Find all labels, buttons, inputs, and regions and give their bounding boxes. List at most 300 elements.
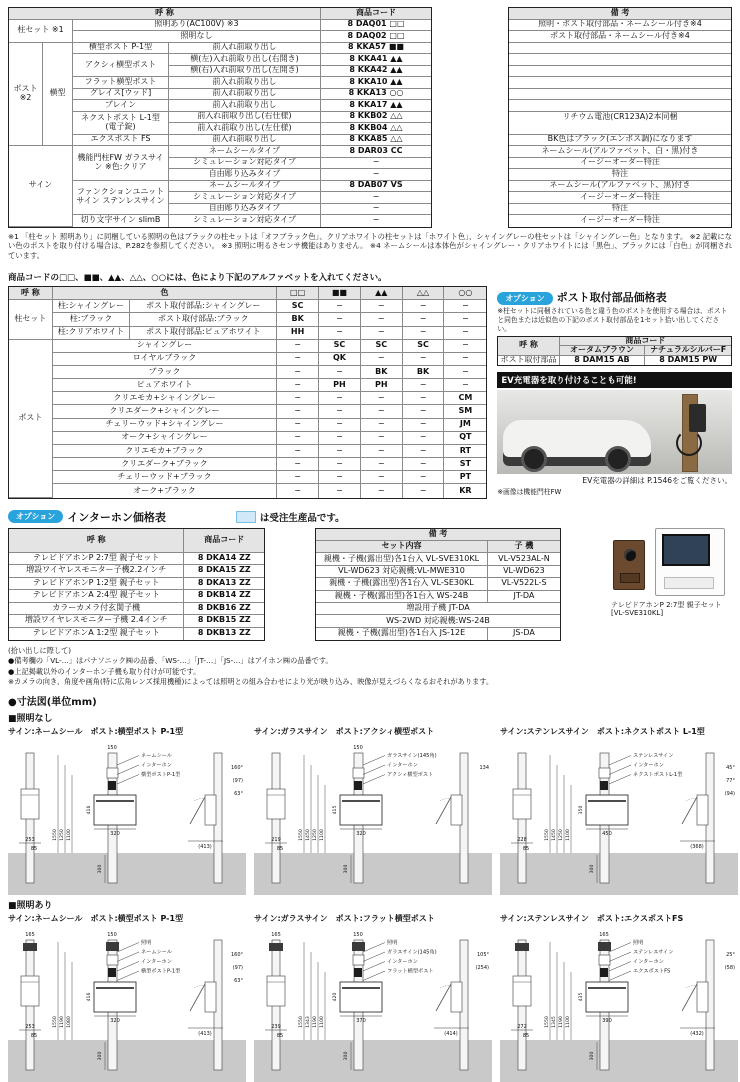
cell: BK [403, 366, 445, 379]
ev-caption: EV充電器の詳細は P.1546をご覧ください。 [582, 476, 732, 486]
no-light-label: ■照明なし [8, 713, 53, 724]
cell: − [403, 445, 445, 458]
cell: − [403, 419, 445, 432]
cell: − [361, 392, 403, 405]
cell: SM [444, 405, 486, 418]
footnote-line: (拾い出しに際して) [8, 646, 72, 656]
cell: − [444, 300, 486, 313]
cell: ネームシール(アルファベット、白・黒)付き [509, 146, 731, 158]
cell: − [361, 471, 403, 484]
cell [509, 89, 731, 101]
cell: − [403, 313, 445, 326]
cell: 増設ワイヤレスモニター子機2.2インチ [9, 565, 184, 577]
dim-label: インターホン [387, 762, 418, 769]
color-code-note: 商品コードの□□、■■、▲▲、△△、○○には、色により下記のアルファベットを入れてください。 [8, 273, 387, 284]
intercom-caption: テレビドアホンP 2:7型 親子セット[VL-SVE310KL] [610, 600, 722, 618]
cell: PT [444, 471, 486, 484]
dim-label: (414) [444, 1030, 458, 1037]
dim-label: 300 [98, 864, 103, 874]
cell: シミュレーション対応タイプ [169, 192, 321, 204]
dim-label: ステンレスサイン [633, 752, 674, 759]
dim-label: (413) [198, 1030, 212, 1037]
dim-label: 420 [333, 992, 338, 1002]
cell: − [319, 327, 361, 340]
cell: 8 KKB04 △△ [321, 123, 431, 135]
cell: RT [444, 445, 486, 458]
dimension-figure [500, 911, 738, 1082]
cell: SC [361, 340, 403, 353]
dim-label: 390 [602, 1017, 612, 1024]
cell: ポスト取付部品:ピュアホワイト [130, 327, 277, 340]
dim-label: 横型ポストP-1型 [141, 968, 181, 975]
cell: ネームシールタイプ [169, 181, 321, 193]
dim-label: 239 [271, 1023, 281, 1030]
figure-title: サイン:ネームシール ポスト:横型ポスト P-1型 [8, 913, 184, 923]
dim-label: 320 [356, 830, 366, 837]
cell: − [403, 484, 445, 497]
cell: 8 DKB15 ZZ [184, 615, 264, 627]
cell: 前入れ前取り出し [169, 77, 321, 89]
cell: BK [277, 313, 319, 326]
dim-label: ネームシール [141, 949, 173, 956]
cell: − [444, 379, 486, 392]
cell: 親機・子機(露出型)各1台入 VL-SVE310KL [316, 553, 488, 565]
cell: ロイヤルブラック [53, 353, 277, 366]
cell: − [403, 327, 445, 340]
cell: PH [319, 379, 361, 392]
cell: VL-WD623 [488, 566, 560, 578]
figure-title: サイン:ステンレスサイン ポスト:ネクストポスト L-1型 [500, 726, 705, 736]
cell: 増設用子機 JT-DA [316, 603, 560, 615]
cell: ポスト取付部品 [498, 356, 559, 365]
cell: ピュアホワイト [53, 379, 277, 392]
main-footnotes: ※1 「柱セット 照明あり」に同梱している照明の色はブラックの柱セットは「オフブラック色」、クリアホワイトの柱セットは「ホワイト色」、シャイングレーの柱セットは「シャイングレー色」となります。 ※2 記載にない色のポストを取り付ける場合は、P.282を参照してください。 ※3 照明に明るさセンサ機能はありません。 ※4 ネームシールは本体色がシャイングレー・クリアホワイトには「黒色」、ブラックには「白色」が同梱されています。 [8, 231, 732, 261]
cell: − [319, 405, 361, 418]
dim-label: (97) [232, 964, 243, 971]
cell: − [361, 300, 403, 313]
cell: JT-DA [488, 591, 560, 603]
monitor-screen [662, 534, 710, 566]
dim-label: (254) [475, 964, 489, 971]
cell: 8 DKA14 ZZ [184, 553, 264, 565]
cell: クリエモカ+シャイングレー [53, 392, 277, 405]
header-cell: 商品コード [184, 529, 264, 553]
cell: − [444, 366, 486, 379]
footnote-line: ●上記掲載以外のインターホン子機も取り付けが可能です。 [8, 666, 201, 676]
cell: − [277, 458, 319, 471]
cell: ポスト取付部品・ネームシール付き※4 [509, 31, 731, 43]
cell: 8 DKA15 ZZ [184, 565, 264, 577]
cell: − [444, 327, 486, 340]
cell: 横(右)入れ前取り出し(左開き) [169, 66, 321, 78]
cell: − [319, 300, 361, 313]
cell: グレイス[ウッド] [73, 89, 169, 101]
dim-label: 320 [110, 830, 120, 837]
intercom-header [8, 509, 732, 525]
cell: 8 DAB07 VS [321, 181, 431, 193]
cell: − [277, 471, 319, 484]
cell: − [361, 445, 403, 458]
cell: − [403, 405, 445, 418]
cell: PH [361, 379, 403, 392]
figure-row-no-light [8, 724, 735, 895]
cell: ファンクションユニットサイン ステンレスサイン [73, 181, 169, 216]
dim-label: 1100 [565, 1016, 571, 1028]
cell: 前入れ前取り出し [169, 43, 321, 55]
dim-label: 300 [344, 864, 349, 874]
dimension-diagram [500, 924, 738, 1082]
cell: ネームシール(アルファベット、黒)付き [509, 181, 731, 193]
dim-label: ガラスサイン(145角) [387, 949, 437, 956]
header-cell: 呼 称 [498, 337, 559, 357]
cell: 親機・子機(露出型)各1台入 WS-24B [316, 591, 488, 603]
dim-label: 1250 [312, 829, 318, 841]
dim-label: ネームシール [141, 752, 173, 759]
dim-label: 160° [230, 951, 243, 958]
cell: KR [459, 485, 472, 495]
cell: − [361, 353, 403, 366]
dimension-diagram [8, 924, 246, 1082]
dim-label: 照明 [141, 939, 152, 946]
ev-banner: EV充電器を取り付けることも可能! [497, 372, 732, 388]
dim-label: 150 [353, 744, 363, 751]
dim-label: インターホン [633, 958, 664, 965]
cell: − [403, 392, 445, 405]
cell: 8 DAM15 AB [560, 356, 646, 365]
cell: 親機・子機(露出型)各1台入 JS-12E [316, 628, 488, 640]
dim-label: 1550 [52, 1016, 58, 1028]
dim-label: 1345 [551, 1016, 557, 1028]
dim-label: 370 [356, 1017, 366, 1024]
dim-label: (58) [724, 964, 735, 971]
dim-label: 1450 [305, 829, 311, 841]
dim-label: ガラスサイン(145角) [387, 752, 437, 759]
cell: − [319, 392, 361, 405]
dim-label: インターホン [633, 762, 664, 769]
cell: − [319, 471, 361, 484]
dim-label: 45° [726, 764, 735, 771]
dimension-section [8, 693, 735, 1082]
dim-label: 150 [107, 744, 117, 751]
header-cell: 商品コード [321, 8, 431, 20]
cell: 柱セット [9, 300, 53, 339]
dim-label: ステンレスサイン [633, 949, 674, 956]
footnote-line: ●備考欄の「VL-…」はパナソニック㈱の品番、「WS-…」「JT-…」「JS-…」はアイホン㈱の品番です。 [8, 656, 333, 666]
cell: − [403, 458, 445, 471]
cell: ネクストポスト L-1型 (電子錠) [73, 112, 169, 135]
intercom-title: インターホン価格表 [67, 510, 166, 524]
cell: 照明なし [73, 31, 321, 43]
dim-label: 300 [590, 1051, 595, 1061]
dim-label: 134 [479, 764, 489, 771]
dim-label: 435 [579, 992, 584, 1002]
header-cell: 呼 称 [9, 8, 321, 20]
cell: − [319, 419, 361, 432]
dim-label: 1250 [558, 829, 564, 841]
cell: BK色はブラック(エンボス調)になります [509, 135, 731, 147]
cell: − [403, 300, 445, 313]
cell: − [321, 169, 431, 181]
header-cell: 備 考 [316, 529, 560, 541]
dim-label: 1343 [305, 1016, 311, 1028]
cell: テレビドアホンP 2:7型 親子セット [9, 553, 184, 565]
cell [509, 77, 731, 89]
cell: 8 DKB13 ZZ [197, 628, 251, 638]
figure-row-with-light [8, 911, 735, 1082]
cell: − [321, 192, 431, 204]
dimension-figure [8, 911, 246, 1082]
dim-label: 450 [602, 830, 612, 837]
dimension-diagram [8, 737, 246, 895]
dim-label: (432) [690, 1030, 704, 1037]
cell: オーク+シャイングレー [53, 432, 277, 445]
speaker-grille [620, 573, 640, 583]
cell: チェリーウッド+ブラック [53, 471, 277, 484]
dimension-diagram [500, 737, 738, 895]
cell: − [321, 158, 431, 170]
option-badge: オプション [497, 292, 552, 305]
cell: 照明あり(AC100V) ※3 [73, 20, 321, 32]
dim-label: 85 [30, 1032, 38, 1039]
dim-label: 横型ポストP-1型 [141, 771, 181, 778]
dim-label: 160° [230, 764, 243, 771]
dimension-figure [8, 724, 246, 895]
cell: QT [444, 432, 486, 445]
dim-label: 416 [87, 805, 92, 815]
cell: CM [444, 392, 486, 405]
dim-label: 300 [98, 1051, 103, 1061]
ev-image-note: ※画像は機能門柱FW [497, 487, 562, 496]
figure-title: サイン:ガラスサイン ポスト:フラット横型ポスト [254, 913, 435, 923]
dim-label: 1100 [319, 829, 325, 841]
dim-label: 85 [276, 1032, 284, 1039]
cell: チェリーウッド+シャイングレー [53, 419, 277, 432]
made-to-order-text: は受注生産品です。 [259, 512, 345, 524]
dim-label: 1190 [59, 1016, 65, 1028]
cell: − [319, 432, 361, 445]
cell: − [277, 432, 319, 445]
cell: 8 KKA10 ▲▲ [321, 77, 431, 89]
cell: 8 KKA13 ○○ [321, 89, 431, 101]
intercom-photo [611, 528, 732, 598]
cell: イージーオーダー特注 [580, 215, 660, 225]
cell: SC [319, 340, 361, 353]
cell: − [319, 366, 361, 379]
cell: 8 DAM15 PW [659, 356, 718, 365]
header-cell: オータムブラウン [560, 346, 646, 356]
cell: − [277, 340, 319, 353]
attach-parts-panel [497, 286, 732, 499]
cell: HH [277, 327, 319, 340]
cell: 特注 [509, 204, 731, 216]
header-cell: 呼 称 [9, 529, 184, 553]
dim-label: アクシィ横型ポスト [387, 771, 434, 778]
cell: 8 KKB02 △△ [321, 112, 431, 124]
cell: 自由彫り込みタイプ [169, 169, 321, 181]
dimension-title: ●寸法図(単位mm) [8, 696, 97, 708]
dim-label: インターホン [141, 958, 172, 965]
cell: 8 KKA57 ■■ [321, 43, 431, 55]
ev-photo [497, 390, 732, 474]
dim-label: 150 [107, 931, 117, 938]
dim-label: ネクストポストL-1型 [633, 771, 683, 778]
cell: − [444, 340, 486, 353]
cell: SC [403, 340, 445, 353]
footnote-line: ※カメラの向き、角度や画角(特に広角レンズ採用機種)によっては照明との組み合わせにより光が映り込み、映像が見えづらくなるおそれがあります。 [8, 676, 494, 686]
cell: ポスト取付部品:シャイングレー [130, 300, 277, 313]
cell: 横型 [43, 43, 73, 147]
header-cell: ▲▲ [361, 287, 403, 300]
cell: QK [319, 353, 361, 366]
dim-label: 1450 [551, 829, 557, 841]
dim-label: 165 [599, 931, 609, 938]
cell: JM [444, 419, 486, 432]
cell: − [277, 353, 319, 366]
cell: イージーオーダー特注 [509, 192, 731, 204]
cell: ポスト [9, 340, 53, 498]
dim-label: 85 [276, 845, 284, 852]
attach-parts-table [497, 336, 732, 367]
cell: − [321, 204, 431, 216]
dim-label: 1550 [298, 829, 304, 841]
cell: 増設ワイヤレスモニター子機 2.4インチ [9, 615, 184, 627]
dim-label: 77° [726, 777, 735, 784]
cell: イージーオーダー特注 [509, 158, 731, 170]
dim-label: 照明 [387, 939, 398, 946]
cell: 前入れ前取り出し(左仕様) [169, 123, 321, 135]
attach-title: ポスト取付部品価格表 [556, 291, 667, 305]
cell: エクスポスト FS [73, 135, 169, 147]
color-code-table [8, 286, 487, 499]
intercom-remarks-table [315, 528, 561, 642]
dim-label: 165 [271, 931, 281, 938]
dim-label: 85 [522, 1032, 530, 1039]
door-station-image [613, 540, 645, 590]
cell: ポスト取付部品:ブラック [130, 313, 277, 326]
dimension-figure [254, 911, 492, 1082]
cell: 8 KKA41 ▲▲ [321, 54, 431, 66]
made-to-order-note [236, 510, 345, 524]
made-to-order-swatch [236, 511, 256, 523]
cell: リチウム電池(CR123A)2本同梱 [562, 111, 678, 121]
cell [509, 123, 731, 135]
figure-title: サイン:ガラスサイン ポスト:アクシィ横型ポスト [254, 726, 435, 736]
cell [509, 100, 731, 112]
cell [509, 54, 731, 66]
dimension-figure [254, 724, 492, 895]
cell: − [277, 419, 319, 432]
cell: 照明・ポスト取付部品・ネームシール付き※4 [509, 20, 731, 32]
figure-title: サイン:ネームシール ポスト:横型ポスト P-1型 [8, 726, 184, 736]
cell: 8 DAQ01 □□ [321, 20, 431, 32]
cell: − [319, 313, 361, 326]
header-cell: ■■ [319, 287, 361, 300]
ev-charger-image [689, 404, 706, 432]
cell: テレビドアホンA 1:2型 親子セット [9, 628, 184, 641]
cell: − [361, 484, 403, 497]
cell: − [277, 379, 319, 392]
header-cell: ナチュラルシルバーF [645, 346, 731, 356]
dim-label: 105° [476, 951, 489, 958]
cell: クリエダーク+シャイングレー [53, 405, 277, 418]
figure-title: サイン:ステンレスサイン ポスト:エクスポストFS [500, 913, 684, 923]
dimension-diagram [254, 924, 492, 1082]
cell [509, 43, 731, 55]
camera-lens [624, 549, 636, 561]
cell: 8 KKA85 △△ [321, 135, 431, 147]
cell: サイン [9, 146, 73, 227]
dim-label: 85 [30, 845, 38, 852]
intercom-section [8, 528, 732, 642]
header-cell: 子 機 [488, 541, 560, 553]
cell: 8 KKA17 ▲▲ [321, 100, 431, 112]
with-light-label: ■照明あり [8, 900, 53, 911]
cell: − [403, 432, 445, 445]
dim-label: 272 [517, 1023, 527, 1030]
charging-cable-image [676, 430, 702, 456]
cell: − [372, 215, 380, 225]
cell: 8 DAQ02 □□ [321, 31, 431, 43]
cell: SC [277, 300, 319, 313]
dim-label: 1550 [52, 829, 58, 841]
dim-label: 1190 [558, 1016, 564, 1028]
cell: 柱:シャイングレー [53, 300, 131, 313]
cell: WS-2WD 対応親機:WS-24B [316, 615, 560, 627]
attach-panel-header [497, 286, 732, 305]
cell: VL-WD623 対応親機:VL-MWE310 [316, 566, 488, 578]
cell: − [361, 432, 403, 445]
cell: 前入れ前取り出し [169, 135, 321, 147]
dim-label: 1100 [319, 1016, 325, 1028]
dim-label: 1250 [59, 829, 65, 841]
cell: テレビドアホンA 2:4型 親子セット [9, 590, 184, 602]
header-cell: □□ [277, 287, 319, 300]
cell: − [277, 445, 319, 458]
cell: 柱:ブラック [53, 313, 131, 326]
dimension-figure [500, 724, 738, 895]
dim-label: 1550 [298, 1016, 304, 1028]
attach-note: ※柱セットに同梱されている色と違う色のポストを使用する場合は、ポストと同色または近似色の下記のポスト取付部品を1セット拾い出してください。 [497, 307, 728, 333]
cell: 横型ポスト P-1型 [73, 43, 169, 55]
cell: シミュレーション対応タイプ [169, 215, 321, 227]
cell: − [444, 353, 486, 366]
cell: − [319, 458, 361, 471]
car-image [503, 420, 651, 466]
dim-label: 1190 [312, 1016, 318, 1028]
cell: − [403, 379, 445, 392]
dim-label: 300 [344, 1051, 349, 1061]
dim-label: 照明 [633, 939, 644, 946]
monitor-buttons [664, 577, 714, 589]
cell: 8 KKA42 ▲▲ [321, 66, 431, 78]
header-cell: ○○ [444, 287, 486, 300]
cell: 親機・子機(露出型)各1台入 VL-SE30KL [316, 578, 488, 590]
cell: フラット横型ポスト [73, 77, 169, 89]
cell: VL-V523AL-N [488, 553, 560, 565]
cell: 自由彫り込みタイプ [169, 204, 321, 216]
cell: 柱:クリアホワイト [53, 327, 131, 340]
header-cell: 色 [53, 287, 277, 300]
dim-label: 253 [25, 1023, 35, 1030]
cell: − [319, 445, 361, 458]
cell: オーク+ブラック [53, 484, 277, 497]
header-cell: 備 考 [509, 8, 731, 20]
dim-label: 415 [333, 805, 338, 815]
cell: クリエダーク+ブラック [53, 458, 277, 471]
product-remarks-table [508, 7, 732, 228]
cell: アクシィ横型ポスト [73, 54, 169, 77]
cell: 横(左)入れ前取り出し(右開き) [169, 54, 321, 66]
